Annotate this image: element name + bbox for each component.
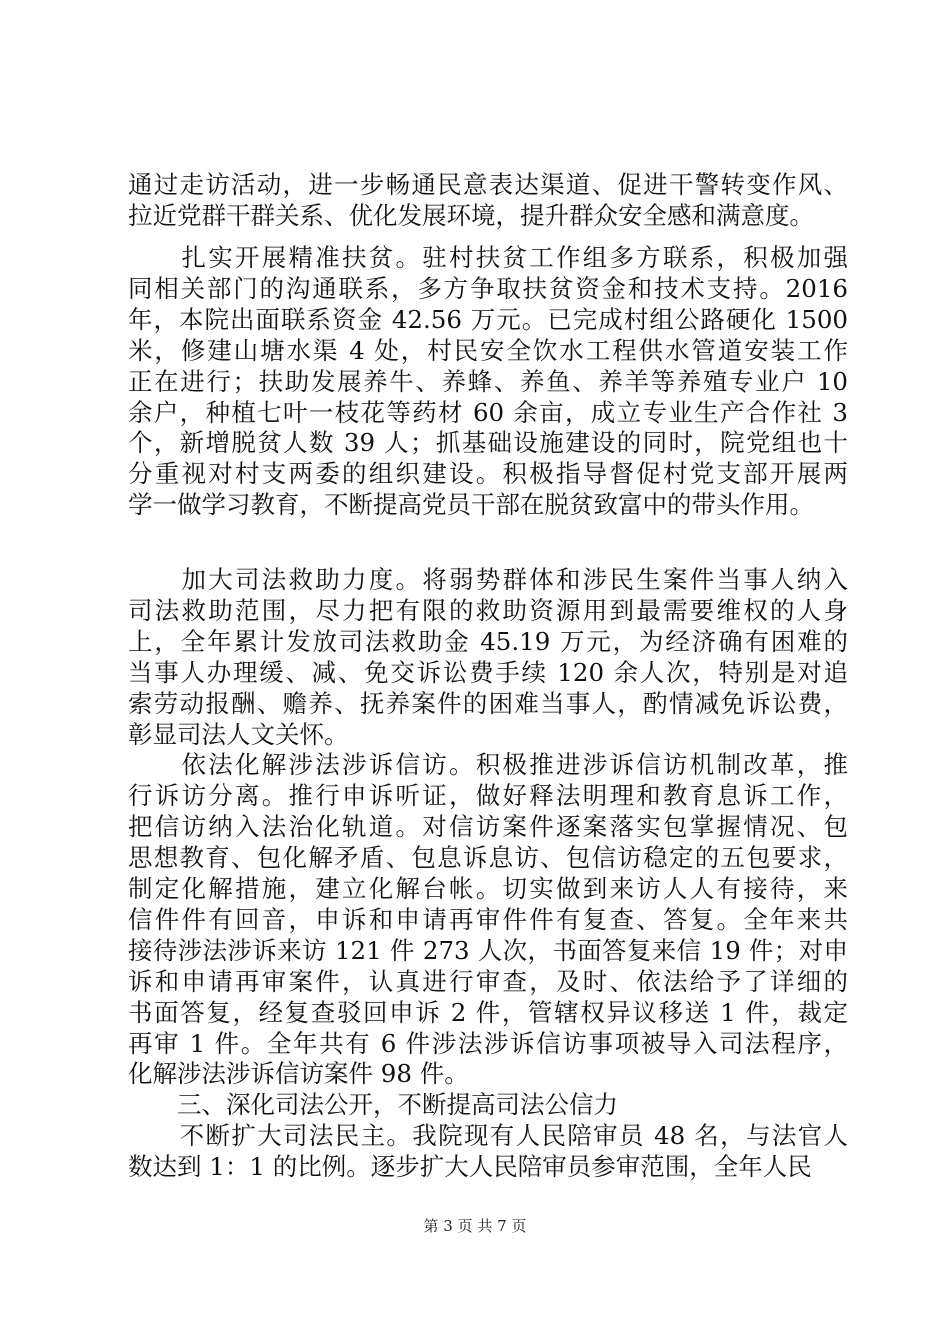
text-line: 年，本院出面联系资金 42.56 万元。已完成村组公路硬化 1500: [128, 304, 848, 334]
text-line: 当事人办理缓、减、免交诉讼费手续 120 余人次，特别是对追: [128, 657, 848, 687]
text-line: 再审 1 件。全年共有 6 件涉法涉诉信访事项被导入司法程序，: [128, 1028, 848, 1058]
text-line: 余户，种植七叶一枝花等药材 60 余亩，成立专业生产合作社 3: [128, 397, 848, 427]
text-line: 书面答复，经复查驳回申诉 2 件，管辖权异议移送 1 件，裁定: [128, 997, 848, 1027]
text-line: 把信访纳入法治化轨道。对信访案件逐案落实包掌握情况、包: [128, 812, 848, 842]
text-line: 化解涉法涉诉信访案件 98 件。: [128, 1059, 469, 1089]
text-line: 诉和申请再审案件，认真进行审查，及时、依法给予了详细的: [128, 966, 848, 996]
text-line: 拉近党群干群关系、优化发展环境，提升群众安全感和满意度。: [128, 200, 814, 230]
text-line: 信件件有回音，申诉和申请再审件件有复查、答复。全年来共: [128, 904, 848, 934]
text-line: 米，修建山塘水渠 4 处，村民安全饮水工程供水管道安装工作: [128, 335, 848, 365]
text-line: 正在进行；扶助发展养牛、养蜂、养鱼、养羊等养殖专业户 10: [128, 366, 848, 396]
text-line: 行诉访分离。推行申诉听证，做好释法明理和教育息诉工作，: [128, 781, 848, 811]
text-line: 学一做学习教育，不断提高党员干部在脱贫致富中的带头作用。: [128, 490, 814, 520]
text-line: 依法化解涉法涉诉信访。积极推进涉诉信访机制改革，推: [128, 750, 848, 780]
text-line: 分重视对村支两委的组织建设。积极指导督促村党支部开展两: [128, 459, 848, 489]
text-line: 思想教育、包化解矛盾、包息诉息访、包信访稳定的五包要求，: [128, 843, 848, 873]
text-line: 同相关部门的沟通联系，多方争取扶贫资金和技术支持。2016: [128, 273, 848, 303]
page-footer: 第 3 页 共 7 页: [423, 1217, 527, 1235]
text-line: 通过走访活动，进一步畅通民意表达渠道、促进干警转变作风、: [128, 170, 848, 199]
text-line: 不断扩大司法民主。我院现有人民陪审员 48 名，与法官人: [128, 1121, 848, 1151]
text-line: 三、深化司法公开，不断提高司法公信力: [128, 1090, 618, 1120]
text-line: 上，全年累计发放司法救助金 45.19 万元，为经济确有困难的: [128, 626, 848, 656]
text-line: 接待涉法涉诉来访 121 件 273 人次，书面答复来信 19 件；对申: [128, 935, 848, 965]
text-line: 彰显司法人文关怀。: [128, 719, 349, 749]
text-line: 加大司法救助力度。将弱势群体和涉民生案件当事人纳入: [128, 565, 848, 594]
text-line: 个，新增脱贫人数 39 人；抓基础设施建设的同时，院党组也十: [128, 428, 848, 458]
text-line: 司法救助范围，尽力把有限的救助资源用到最需要维权的人身: [128, 595, 848, 625]
text-line: 制定化解措施，建立化解台帐。切实做到来访人人有接待，来: [128, 874, 848, 903]
text-line: 索劳动报酬、赡养、抚养案件的困难当事人，酌情减免诉讼费，: [128, 688, 848, 718]
text-line: 扎实开展精准扶贫。驻村扶贫工作组多方联系，积极加强: [128, 243, 848, 272]
text-line: 数达到 1：1 的比例。逐步扩大人民陪审员参审范围，全年人民: [128, 1152, 812, 1182]
